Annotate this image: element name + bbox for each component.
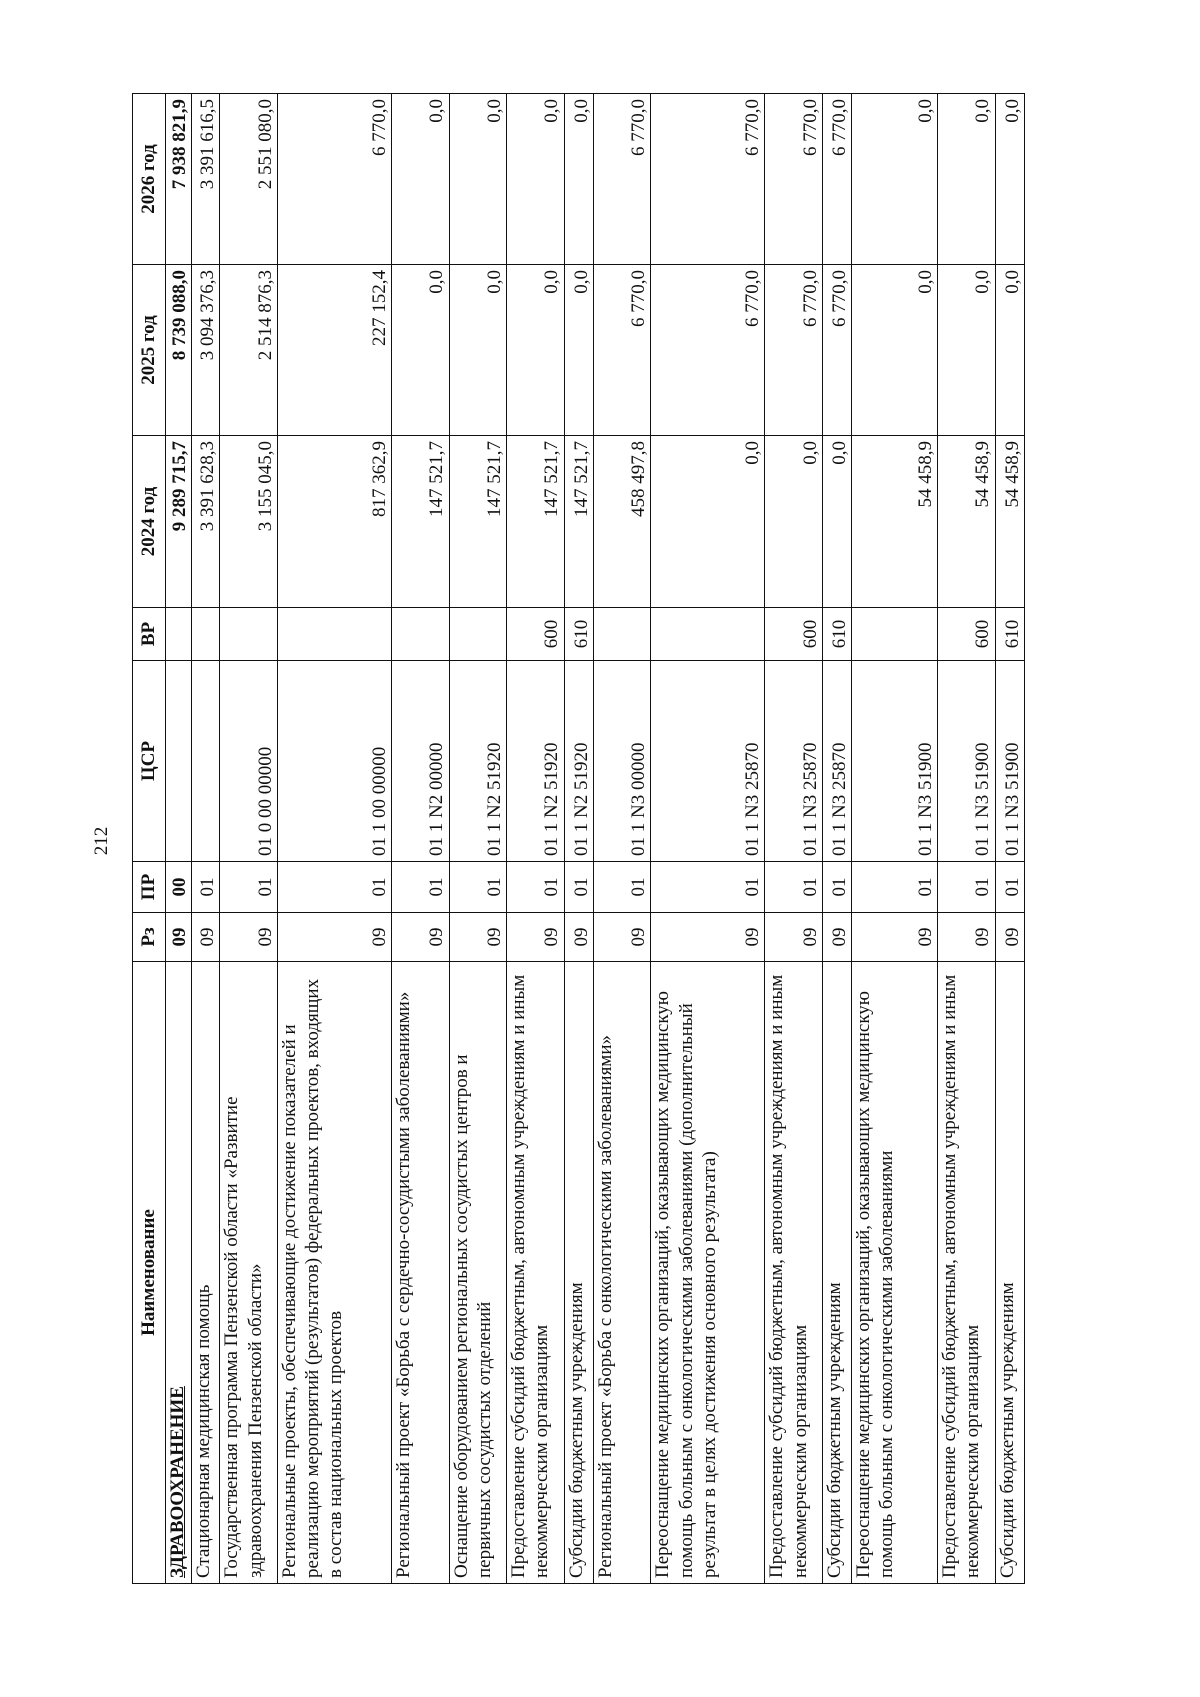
row-vr: 600 bbox=[938, 608, 996, 661]
row-csr: 01 1 N3 51900 bbox=[852, 661, 938, 862]
row-rz: 09 bbox=[192, 913, 220, 962]
table-row bbox=[564, 94, 593, 1584]
header-rz: Рз bbox=[133, 913, 166, 962]
table-row bbox=[507, 94, 565, 1584]
row-pr: 01 bbox=[593, 862, 651, 913]
row-name: Предоставление субсидий бюджетным, автономным учреждениям и иным некоммерческим организациям bbox=[938, 962, 996, 1584]
row-csr: 01 1 00 00000 bbox=[277, 661, 391, 862]
row-csr bbox=[192, 661, 220, 862]
row-vr: 610 bbox=[822, 608, 851, 661]
row-csr: 01 1 N3 00000 bbox=[593, 661, 651, 862]
row-vr bbox=[277, 608, 391, 661]
row-2024: 147 521,7 bbox=[449, 436, 507, 608]
row-2025: 6 770,0 bbox=[765, 265, 823, 436]
row-2026: 0,0 bbox=[391, 94, 449, 265]
row-name: Субсидии бюджетным учреждениям bbox=[995, 962, 1024, 1584]
row-csr: 01 0 00 00000 bbox=[220, 661, 278, 862]
table-row bbox=[765, 94, 823, 1584]
row-name: Предоставление субсидий бюджетным, автономным учреждениям и иным некоммерческим организациям bbox=[507, 962, 565, 1584]
table-body bbox=[166, 94, 1025, 1584]
rotated-page-content bbox=[132, 94, 1025, 1584]
row-vr bbox=[192, 608, 220, 661]
row-2026: 6 770,0 bbox=[277, 94, 391, 265]
row-2025: 6 770,0 bbox=[822, 265, 851, 436]
row-vr bbox=[852, 608, 938, 661]
header-pr: ПР bbox=[133, 862, 166, 913]
row-pr: 01 bbox=[449, 862, 507, 913]
row-name: Государственная программа Пензенской области «Развитие здравоохранения Пензенской области» bbox=[220, 962, 278, 1584]
row-2024: 3 155 045,0 bbox=[220, 436, 278, 608]
page-number: 212 bbox=[91, 826, 112, 856]
row-2025: 0,0 bbox=[449, 265, 507, 436]
row-2024: 817 362,9 bbox=[277, 436, 391, 608]
table-row bbox=[166, 94, 192, 1584]
row-pr: 01 bbox=[852, 862, 938, 913]
row-name: Субсидии бюджетным учреждениям bbox=[564, 962, 593, 1584]
row-rz: 09 bbox=[995, 913, 1024, 962]
row-2026: 0,0 bbox=[564, 94, 593, 265]
row-name: Субсидии бюджетным учреждениям bbox=[822, 962, 851, 1584]
row-2024: 3 391 628,3 bbox=[192, 436, 220, 608]
table-row bbox=[192, 94, 220, 1584]
row-name: Предоставление субсидий бюджетным, автономным учреждениям и иным некоммерческим организациям bbox=[765, 962, 823, 1584]
row-2025: 2 514 876,3 bbox=[220, 265, 278, 436]
row-2025: 0,0 bbox=[564, 265, 593, 436]
row-rz: 09 bbox=[822, 913, 851, 962]
row-name: Региональный проект «Борьба с онкологическими заболеваниями» bbox=[593, 962, 651, 1584]
row-rz: 09 bbox=[507, 913, 565, 962]
budget-table bbox=[132, 93, 1025, 1584]
row-name: ЗДРАВООХРАНЕНИЕ bbox=[166, 962, 192, 1584]
row-2025: 0,0 bbox=[391, 265, 449, 436]
row-2026: 6 770,0 bbox=[822, 94, 851, 265]
row-2025: 6 770,0 bbox=[651, 265, 765, 436]
table-row bbox=[593, 94, 651, 1584]
row-2026: 0,0 bbox=[507, 94, 565, 265]
row-rz: 09 bbox=[391, 913, 449, 962]
table-row bbox=[995, 94, 1024, 1584]
row-vr bbox=[391, 608, 449, 661]
row-pr: 01 bbox=[995, 862, 1024, 913]
table-row bbox=[822, 94, 851, 1584]
row-2026: 0,0 bbox=[852, 94, 938, 265]
row-name: Переоснащение медицинских организаций, оказывающих медицинскую помощь больным с онкологическими заболеваниями bbox=[852, 962, 938, 1584]
header-vr: ВР bbox=[133, 608, 166, 661]
row-2026: 6 770,0 bbox=[593, 94, 651, 265]
row-vr: 610 bbox=[995, 608, 1024, 661]
row-2026: 2 551 080,0 bbox=[220, 94, 278, 265]
row-2024: 0,0 bbox=[765, 436, 823, 608]
row-name: Стационарная медицинская помощь bbox=[192, 962, 220, 1584]
table-row bbox=[938, 94, 996, 1584]
row-csr: 01 1 N2 00000 bbox=[391, 661, 449, 862]
header-csr: ЦСР bbox=[133, 661, 166, 862]
row-rz: 09 bbox=[166, 913, 192, 962]
row-2024: 458 497,8 bbox=[593, 436, 651, 608]
row-rz: 09 bbox=[277, 913, 391, 962]
row-csr: 01 1 N2 51920 bbox=[507, 661, 565, 862]
row-2025: 6 770,0 bbox=[593, 265, 651, 436]
row-csr: 01 1 N2 51920 bbox=[564, 661, 593, 862]
row-2025: 0,0 bbox=[995, 265, 1024, 436]
row-vr bbox=[220, 608, 278, 661]
table-row bbox=[852, 94, 938, 1584]
header-2024: 2024 год bbox=[133, 436, 166, 608]
row-csr: 01 1 N3 25870 bbox=[651, 661, 765, 862]
row-2026: 7 938 821,9 bbox=[166, 94, 192, 265]
row-rz: 09 bbox=[651, 913, 765, 962]
row-2025: 3 094 376,3 bbox=[192, 265, 220, 436]
row-2024: 147 521,7 bbox=[391, 436, 449, 608]
row-2024: 0,0 bbox=[822, 436, 851, 608]
row-name: Региональные проекты, обеспечивающие достижение показателей и реализацию мероприятий (результатов) федеральных проектов, входящих в состав национальных проектов bbox=[277, 962, 391, 1584]
table-row bbox=[277, 94, 391, 1584]
row-name: Переоснащение медицинских организаций, оказывающих медицинскую помощь больным с онкологическими заболеваниями (дополнительный результат в целях достижения основного результата) bbox=[651, 962, 765, 1584]
row-rz: 09 bbox=[938, 913, 996, 962]
row-rz: 09 bbox=[449, 913, 507, 962]
row-2024: 147 521,7 bbox=[564, 436, 593, 608]
row-2024: 147 521,7 bbox=[507, 436, 565, 608]
row-2026: 0,0 bbox=[449, 94, 507, 265]
row-2026: 3 391 616,5 bbox=[192, 94, 220, 265]
row-rz: 09 bbox=[593, 913, 651, 962]
table-row bbox=[449, 94, 507, 1584]
row-pr: 01 bbox=[220, 862, 278, 913]
row-pr: 01 bbox=[651, 862, 765, 913]
header-2025: 2025 год bbox=[133, 265, 166, 436]
row-vr: 600 bbox=[765, 608, 823, 661]
row-pr: 01 bbox=[564, 862, 593, 913]
row-name: Оснащение оборудованием региональных сосудистых центров и первичных сосудистых отделений bbox=[449, 962, 507, 1584]
row-2024: 0,0 bbox=[651, 436, 765, 608]
row-2025: 0,0 bbox=[507, 265, 565, 436]
header-name: Наименование bbox=[133, 962, 166, 1584]
row-vr bbox=[651, 608, 765, 661]
table-row bbox=[220, 94, 278, 1584]
row-vr bbox=[593, 608, 651, 661]
row-vr bbox=[166, 608, 192, 661]
table-row bbox=[651, 94, 765, 1584]
row-2025: 8 739 088,0 bbox=[166, 265, 192, 436]
row-csr: 01 1 N3 51900 bbox=[938, 661, 996, 862]
row-rz: 09 bbox=[564, 913, 593, 962]
row-2024: 54 458,9 bbox=[852, 436, 938, 608]
row-pr: 01 bbox=[507, 862, 565, 913]
row-rz: 09 bbox=[765, 913, 823, 962]
row-csr bbox=[166, 661, 192, 862]
row-pr: 01 bbox=[277, 862, 391, 913]
row-csr: 01 1 N2 51920 bbox=[449, 661, 507, 862]
row-rz: 09 bbox=[852, 913, 938, 962]
row-2024: 9 289 715,7 bbox=[166, 436, 192, 608]
row-pr: 01 bbox=[765, 862, 823, 913]
row-pr: 00 bbox=[166, 862, 192, 913]
row-2026: 0,0 bbox=[995, 94, 1024, 265]
row-csr: 01 1 N3 51900 bbox=[995, 661, 1024, 862]
row-2025: 0,0 bbox=[852, 265, 938, 436]
row-csr: 01 1 N3 25870 bbox=[765, 661, 823, 862]
row-csr: 01 1 N3 25870 bbox=[822, 661, 851, 862]
row-rz: 09 bbox=[220, 913, 278, 962]
row-pr: 01 bbox=[391, 862, 449, 913]
row-2025: 0,0 bbox=[938, 265, 996, 436]
row-2026: 0,0 bbox=[938, 94, 996, 265]
row-vr: 600 bbox=[507, 608, 565, 661]
header-row bbox=[133, 94, 166, 1584]
row-2024: 54 458,9 bbox=[938, 436, 996, 608]
row-2024: 54 458,9 bbox=[995, 436, 1024, 608]
table-row bbox=[391, 94, 449, 1584]
row-2026: 6 770,0 bbox=[651, 94, 765, 265]
row-2026: 6 770,0 bbox=[765, 94, 823, 265]
row-pr: 01 bbox=[192, 862, 220, 913]
row-pr: 01 bbox=[822, 862, 851, 913]
row-pr: 01 bbox=[938, 862, 996, 913]
row-vr bbox=[449, 608, 507, 661]
row-2025: 227 152,4 bbox=[277, 265, 391, 436]
row-vr: 610 bbox=[564, 608, 593, 661]
row-name: Региональный проект «Борьба с сердечно-сосудистыми заболеваниями» bbox=[391, 962, 449, 1584]
header-2026: 2026 год bbox=[133, 94, 166, 265]
